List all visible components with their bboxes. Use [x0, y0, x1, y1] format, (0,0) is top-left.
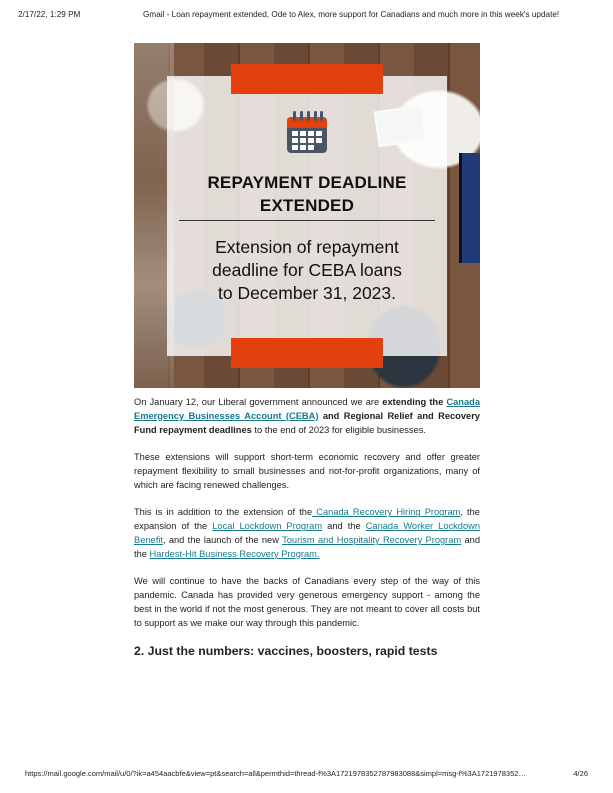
banner-subhead-line: deadline for CEBA loans: [212, 260, 402, 280]
banner-subhead-line: Extension of repayment: [215, 237, 399, 257]
banner-subhead: [177, 236, 437, 305]
calendar-icon: [285, 109, 329, 155]
bold-text: and Regional Relief and Recovery Fund repayment deadlines: [134, 410, 480, 435]
print-url: https://mail.google.com/mail/u/0/?ik=a454aacbfe&view=pt&search=all&permthid=thread-f%3A1721978352787983088&simpl=msg-f%3A1721978352…: [25, 769, 526, 778]
paragraph-text: This is in addition to the extension of the: [134, 507, 313, 518]
banner-subhead-line: to December 31, 2023.: [217, 283, 397, 303]
paragraph-programs: [134, 506, 480, 561]
repayment-banner-image: [134, 43, 480, 388]
banner-monitor-detail: [459, 153, 480, 263]
link-canada-worker-lockdown-benefit[interactable]: Canada Worker Lockdown Benefit: [134, 521, 481, 545]
section-heading-numbers: 2. Just the numbers: vaccines, boosters, rapid tests: [134, 644, 438, 658]
link-canada-recovery-hiring-program[interactable]: Canada Recovery Hiring Program: [312, 507, 461, 518]
banner-headline-line: EXTENDED: [259, 196, 355, 215]
paragraph-extensions: These extensions will support short-term economic recovery and offer greater repayment flexibility to small businesses and not-for-profit organizations, many of which are facing renewed challenges.: [134, 452, 480, 490]
paragraph-ceba-announcement: [134, 396, 480, 437]
bold-text: extending the: [382, 397, 447, 407]
paragraph-text: to the end of 2023 for eligible businesses.: [251, 424, 426, 435]
print-date: 2/17/22, 1:29 PM: [18, 10, 81, 19]
banner-headline-line: REPAYMENT DEADLINE: [207, 173, 407, 192]
print-footer: [25, 769, 588, 778]
email-body: [134, 396, 480, 644]
print-header: [18, 10, 595, 19]
banner-divider: [179, 220, 435, 221]
link-hardest-hit-business-recovery-program[interactable]: Hardest-Hit Business Recovery Program.: [149, 548, 320, 559]
paragraph-text: and the: [134, 534, 481, 559]
link-local-lockdown-program[interactable]: Local Lockdown Program: [212, 521, 323, 532]
paragraph-text: , the expansion of the: [134, 507, 480, 532]
print-title: Gmail - Loan repayment extended, Ode to Alex, more support for Canadians and much more in this week's update!: [143, 10, 560, 19]
link-ceba[interactable]: Canada Emergency Businesses Account (CEBA): [134, 397, 480, 421]
paragraph-text: On January 12, our Liberal government announced we are: [134, 397, 383, 407]
paragraph-text: , and the launch of the new: [162, 534, 283, 545]
page-number: 4/26: [573, 769, 588, 778]
banner-headline: [177, 171, 437, 217]
paragraph-pandemic-support: We will continue to have the backs of Canadians every step of the way of this pandemic. Canada has provided very generous emergency support - among the best in the world if not the most generous. They are not meant to cover all costs but to support as we make our way through this pandemic.: [134, 576, 480, 628]
link-tourism-hospitality-recovery-program[interactable]: Tourism and Hospitality Recovery Program: [282, 534, 462, 545]
banner-accent-bar-top: [231, 64, 383, 94]
paragraph-text: and the: [322, 521, 366, 532]
banner-accent-bar-bottom: [231, 338, 383, 368]
